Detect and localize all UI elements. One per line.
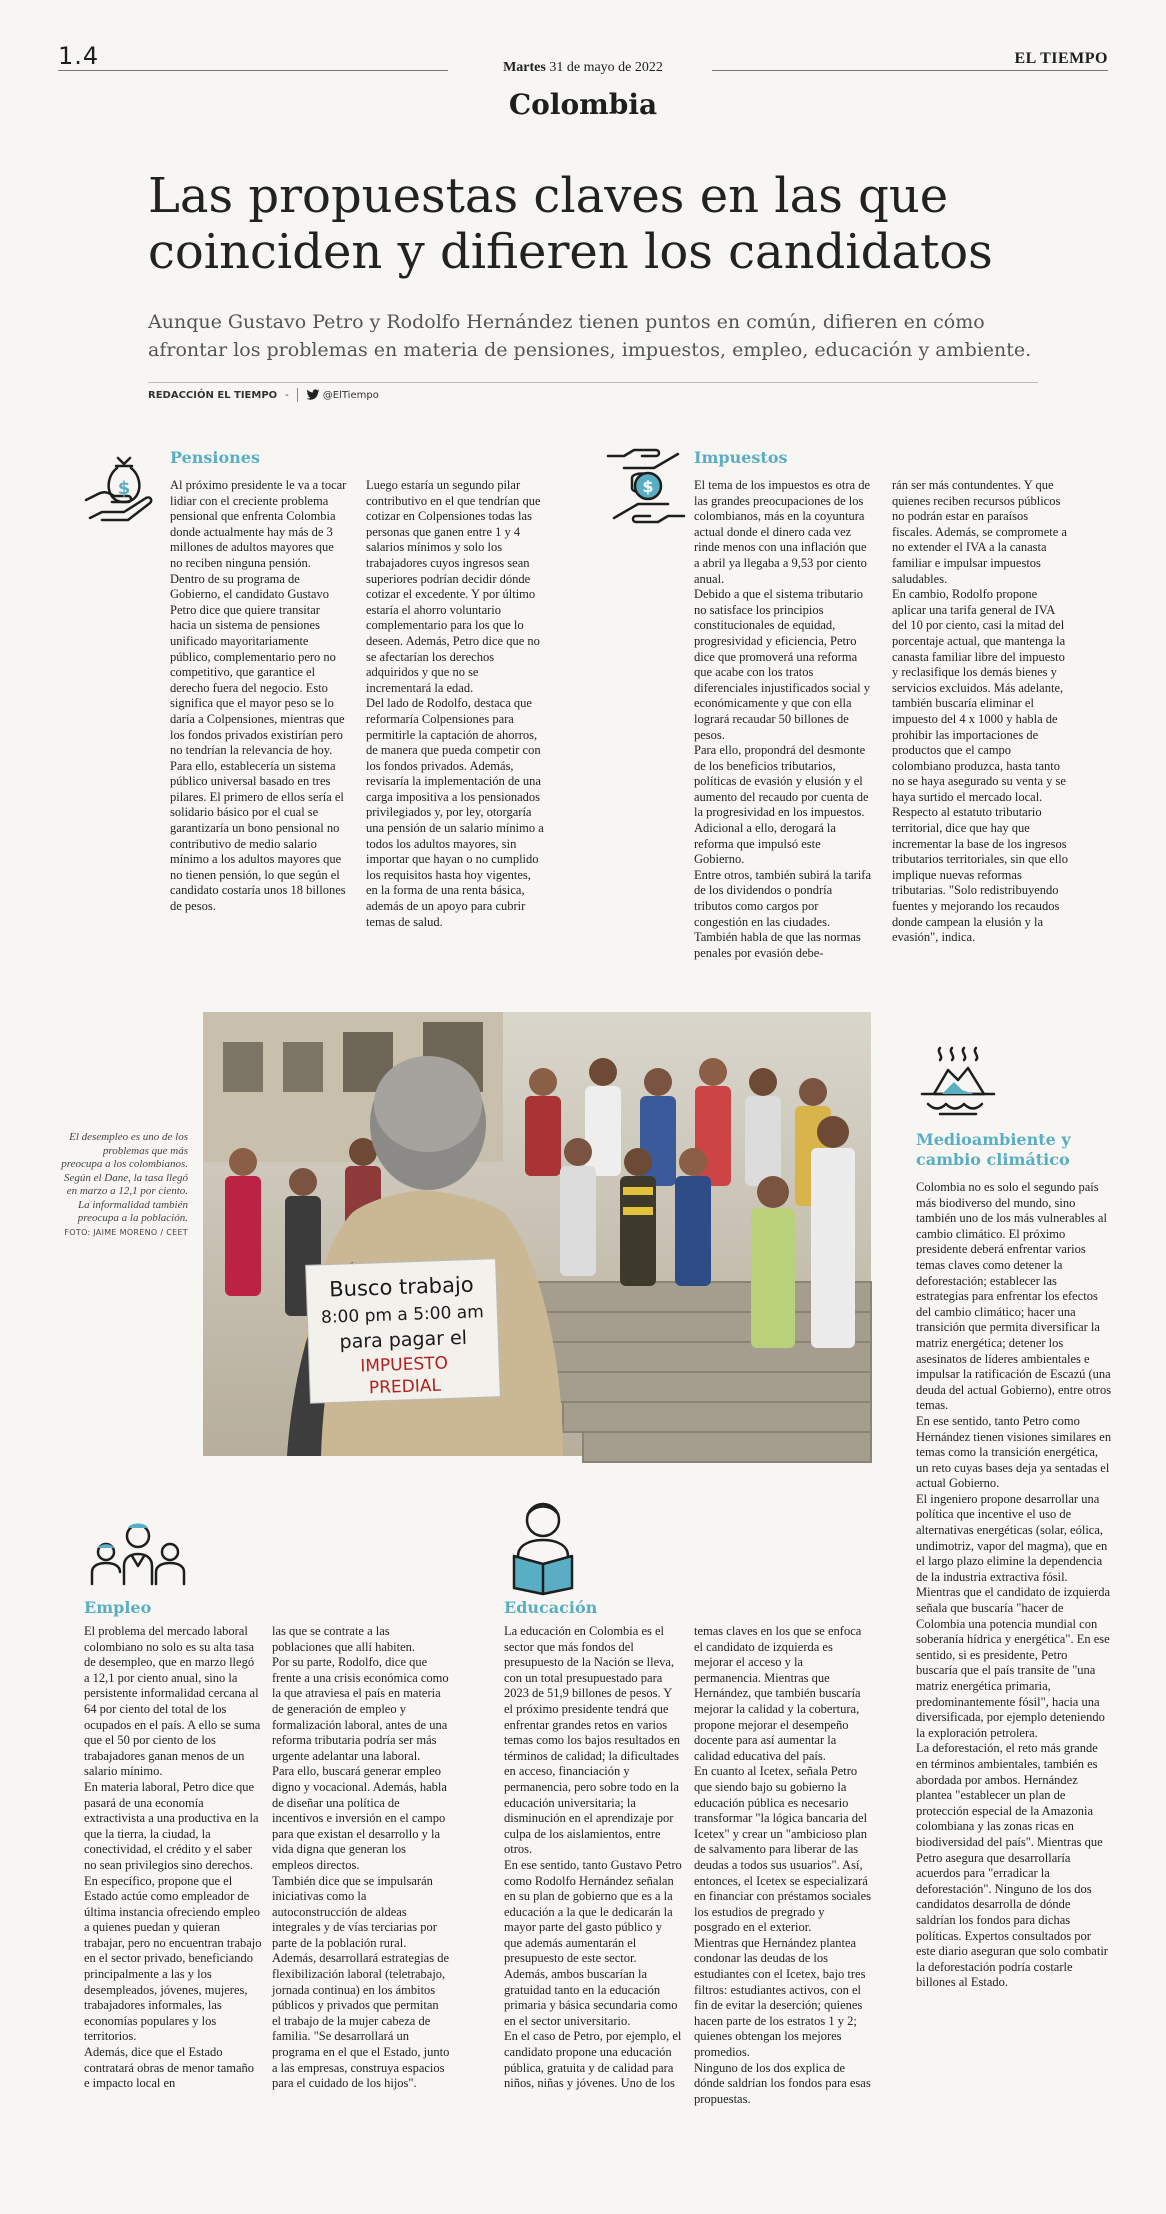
educacion-paragraph: Ninguno de los dos explica de dónde saldrían los fondos para esas propuestas.: [694, 2060, 871, 2106]
sign-line-1: Busco trabajo: [328, 1272, 474, 1302]
svg-text:$: $: [642, 477, 654, 496]
pensiones-paragraph: Dentro de su programa de Gobierno, el candidato Gustavo Petro dice que quiere transitar hacia un sistema de pensiones unificado mayoritariamente público, complementario pero no competitivo, que garantice el derecho fuera del negocio. Esto significa que el mayor peso se lo daría a Colpensiones, mientras que los fondos privados existirían pero no tendrían la relevancia de hoy.: [170, 571, 345, 758]
pensiones-paragraph: Luego estaría un segundo pilar contributivo en el que tendrían que cotizar en Colpensiones todas las personas que ganen entre 1 y 4 salarios mínimos y solo los trabajadores cuyos ingresos sean superiores podrían decidir dónde cotizar el excedente. Y por último estaría el ahorro voluntario complementario para los que lo deseen. Además, Petro dice que no se afectarían los derechos adquiridos y que no se incrementará la edad.: [366, 478, 541, 695]
issue-date-text: 31 de mayo de 2022: [549, 60, 663, 75]
educacion-paragraph: Mientras que Hernández plantea condonar las deudas de los estudiantes con el Icetex, bajo tres filtros: estudiantes activos, con el fin de evitar la deserción; quienes hacen parte de los estratos 1 y 2; quienes obtengan los mejores promedios.: [694, 1935, 866, 2060]
newspaper-brand: EL TIEMPO: [1014, 50, 1108, 67]
money-bag-hand-icon: [80, 448, 162, 530]
impuestos-paragraph: Debido a que el sistema tributario no satisface los principios constitucionales de equidad, progresividad y eficiencia, Petro dice que promoverá una reforma que acabe con los tratos diferenciales injustificados social y económicamente y que con ella logrará recaudar 50 billones de pesos.: [694, 587, 870, 742]
medioambiente-paragraph: La deforestación, el reto más grande en términos ambientales, también es abordada por ambos. Hernández plantea "establecer un plan de protección especial de la Amazonia colombiana y las zonas ricas en biodiversidad del país". Mientras que Petro asegura que desarrollaría acuerdos para "erradicar la deforestación". Ninguno de los dos candidatos desarrolla de dónde saldrían los fondos para dichas políticas. Expertos consultados por este diario aseguran que solo combatir la deforestación podría costarle billones al Estado.: [916, 1741, 1108, 1990]
sign-line-5: PREDIAL: [368, 1375, 442, 1399]
impuestos-paragraph: Entre otros, también subirá la tarifa de los dividendos o pondría tributos como cargos por congestión en las ciudades. También habla de que las normas penales por evasión debe-: [694, 867, 872, 960]
empleo-paragraph: las que se contrate a las poblaciones que allí habiten.: [272, 1624, 416, 1654]
issue-date: [0, 60, 1166, 76]
empleo-title: Empleo: [84, 1598, 152, 1617]
medioambiente-paragraph: En ese sentido, tanto Petro como Hernández tienen visiones similares en temas como la transición energética, un reto cuyas bases deja ya sentadas el actual Gobierno.: [916, 1413, 1112, 1491]
melting-iceberg-icon: [918, 1044, 998, 1120]
article-deck: Aunque Gustavo Petro y Rodolfo Hernández tienen puntos en común, difieren en cómo afrontar los problemas en materia de pensiones, impuestos, empleo, educación y ambiente.: [148, 311, 1032, 361]
empleo-paragraph: Además, dice que el Estado contratará obras de menor tamaño e impacto local en: [84, 2045, 255, 2091]
pensiones-column-1: [170, 478, 348, 970]
educacion-paragraph: En el caso de Petro, por ejemplo, el candidato propone una educación pública, gratuita y de calidad para niños, niñas y jóvenes. Uno de los: [504, 2029, 682, 2091]
impuestos-paragraph: El tema de los impuestos es otra de las grandes preocupaciones de los colombianos, más en la coyuntura actual donde el dinero cada vez rinde menos con una inflación que a abril ya llegaba a 9,53 por ciento anual.: [694, 478, 871, 586]
empleo-paragraph: Por su parte, Rodolfo, dice que frente a una crisis económica como la que atraviesa el país en materia de generación de empleo y formalización laboral, antes de una reforma tributaria podría ser más urgente adelantar una laboral.: [272, 1655, 449, 1763]
pensiones-title: Pensiones: [170, 448, 260, 467]
pensiones-column-2: [366, 478, 544, 970]
educacion-column-2: [694, 1624, 872, 2180]
twitter-bird-icon: [306, 389, 320, 401]
photo-credit-label: FOTO:: [64, 1227, 91, 1237]
sign-line-4: IMPUESTO: [359, 1353, 449, 1377]
page-number: 1.4: [58, 42, 100, 70]
byline-rule: [148, 382, 1038, 383]
article-headline: Las propuestas claves en las que coinciden y difieren los candidatos: [148, 168, 993, 280]
medioambiente-title: Medioambiente y cambio climático: [916, 1130, 1071, 1169]
empleo-paragraph: En materia laboral, Petro dice que pasará de una economía extractivista a una productiva en la que la tierra, la ciudad, la conectividad, el crédito y el saber no sean privilegios sino derechos. En específico, propone que el Estado actúe como empleador de última instancia ofreciendo empleo a quienes puedan y quieran trabajar, pero no encuentran trabajo en el sector privado, beneficiando principalmente a las y los desempleados, jóvenes, mujeres, trabajadores informales, las economías populares y los territorios.: [84, 1779, 262, 2044]
student-reading-icon: [506, 1498, 580, 1594]
section-title: Colombia: [508, 88, 658, 121]
empleo-paragraph: El problema del mercado laboral colombiano no solo es su alta tasa de desempleo, que en marzo llegó a 12,1 por ciento anual, sino la persistente informalidad cercana al 64 por ciento del total de los ocupados en el país. A ello se suma que el 50 por ciento de los trabajadores ganan menos de un salario mínimo.: [84, 1624, 261, 1779]
impuestos-paragraph: rán ser más contundentes. Y que quienes reciben recursos públicos no podrán estar en paraísos fiscales. Además, se compromete a no extender el IVA a la canasta familiar e impulsar impuestos saludables.: [892, 478, 1067, 586]
byline: REDACCIÓN EL TIEMPO - @ElTiempo: [148, 389, 379, 401]
svg-text:$: $: [117, 478, 131, 499]
impuestos-paragraph: En cambio, Rodolfo propone aplicar una tarifa general de IVA del 10 por ciento, casi la mitad del porcentaje actual, que mantenga la canasta familiar libre del impuesto y reclasifique los demás bienes y servicios excluidos. Más adelante, también buscaría eliminar el impuesto del 4 x 1000 y habla de prohibir las importaciones de productos que el campo colombiano produzca, hasta tanto no se haya asegurado su venta y se haya surtido el mercado local. Respecto al estatuto tributario territorial, dice que hay que incrementar la base de los ingresos tributarios territoriales, sin que ello implique nuevas reformas tributarias. "Solo redistribuyendo fuentes y mejorando los recaudos donde campean la elusión y la evasión", indica.: [892, 587, 1068, 945]
pensiones-paragraph: Para ello, establecería un sistema público universal basado en tres pilares. El primero de ellos sería el solidario básico por el cual se garantizaría un bono pensional no contributivo de medio salario mínimo a los adultos mayores que no tienen pensión, lo que según el candidato costaría unos 18 billones de pesos.: [170, 758, 346, 914]
protest-photo: [203, 1012, 871, 1456]
photo-caption: [60, 1131, 188, 1239]
medioambiente-paragraph: Colombia no es solo el segundo país más biodiverso del mundo, sino también uno de los más vulnerables al cambio climático. El próximo presidente deberá enfrentar varios temas claves como detener la deforestación; establecer las estrategias para enfrentar los efectos del cambio climático; hacer una transición que permita diversificar la matriz energética; detener los asesinatos de líderes ambientales e impulsar la ratificación de Escazú (una deuda del actual Gobierno), entre otros temas.: [916, 1180, 1112, 1413]
workers-group-icon: [88, 1518, 188, 1588]
educacion-paragraph: La educación en Colombia es el sector que más fondos del presupuesto de la Nación se lleva, con un total presupuestado para 2023 de 51,9 billones de pesos. Y el próximo presidente tendrá que enfrentar grandes retos en varios temas como los bajos resultados en términos de calidad; la dificultades en acceso, financiación y permanencia, pero sobre todo en la educación universitaria; la disminución en el aprendizaje por culpa de los aislamientos, entre otros.: [504, 1624, 681, 1857]
educacion-column-1: [504, 1624, 682, 2180]
byline-org: REDACCIÓN EL TIEMPO: [148, 389, 278, 401]
educacion-title: Educación: [504, 1598, 598, 1617]
empleo-paragraph: También dice que se impulsarán iniciativas como la autoconstrucción de aldeas integrales y de vías terciarias por parte de la población rural. Además, desarrollará estrategias de flexibilización laboral (teletrabajo, jornada continua) en los ámbitos públicos y privados que permitan el trabajo de la mujer cabeza de familia. "Se desarrollará un programa en el que el Estado, junto a las empresas, construya espacios para el cuidado de los hijos".: [272, 1873, 450, 2091]
byline-twitter[interactable]: [306, 389, 379, 401]
empleo-column-2: [272, 1624, 450, 2180]
photo-caption-text: El desempleo es uno de los problemas que más preocupa a los colombianos. Según el Dane, la tasa llegó en marzo a 12,1 por ciento. La informalidad también preocupa a la población.: [61, 1131, 188, 1224]
educacion-paragraph: temas claves en los que se enfoca el candidato de izquierda es mejorar el acceso y la permanencia. Mientras que Hernández, que también buscaría mejorar la calidad y la cobertura, propone mejorar el desempeño docente para así aumentar la calidad educativa del país.: [694, 1624, 862, 1763]
medioambiente-column: [916, 1180, 1112, 1990]
sign-line-3: para pagar el: [339, 1326, 468, 1354]
pensiones-paragraph: Al próximo presidente le va a tocar lidiar con el creciente problema pensional que enfrenta Colombia donde actualmente hay más de 3 millones de adultos mayores que no reciben ninguna pensión.: [170, 478, 347, 570]
issue-day: Martes: [503, 60, 546, 75]
byline-separator: [297, 388, 298, 402]
impuestos-paragraph: Para ello, propondrá del desmonte de los beneficios tributarios, políticas de evasión y elusión y el aumento del recaudo por cuenta de la progresividad en los impuestos. Adicional a ello, derogará la reforma que impulsó este Gobierno.: [694, 743, 869, 867]
protest-photo-illustration: [203, 1012, 871, 1456]
sign-line-2: 8:00 pm a 5:00 am: [320, 1302, 485, 1328]
impuestos-column-1: [694, 478, 872, 970]
empleo-column-1: [84, 1624, 262, 2180]
photo-credit: JAIME MORENO / CEET: [93, 1227, 188, 1237]
empleo-paragraph: Para ello, buscará generar empleo digno y vocacional. Además, habla de diseñar una política de incentivos e inversión en el campo para que existan el desarrollo y la vida digna que generan los empleos directos.: [272, 1764, 447, 1872]
medioambiente-paragraph: El ingeniero propone desarrollar una política que incentive el uso de alternativas energéticas (solar, eólica, undimotriz, vapor del magma), que en el largo plazo elimine la dependencia de la industria extractiva fósil. Mientras que el candidato de izquierda señala que buscaría "hacer de Colombia una potencia mundial con soberanía hídrica y energética". En ese sentido, si es presidente, Petro buscaría que el país transite de "una matriz energética primaria, predominantemente fósil", hacia una diversificada, por ejemplo deteniendo la exploración petrolera.: [916, 1491, 1111, 1740]
educacion-paragraph: En cuanto al Icetex, señala Petro que siendo bajo su gobierno la educación pública es necesario transformar "la lógica bancaria del Icetex" y crear un "ambicioso plan de salvamento para liberar de las deudas a todos sus usuarios". Así, entonces, el Icetex se especializará en financiar con préstamos sociales los estudios de pregrado y posgrado en el exterior.: [694, 1764, 872, 1935]
educacion-paragraph: En ese sentido, tanto Gustavo Petro como Rodolfo Hernández señalan en su plan de gobierno que es a la educación a la que le dedicarán la mayor parte del gasto público y que además aumentarán el presupuesto de este sector. Además, ambos buscarían la gratuidad tanto en la educación primaria y básica secundaria como en el sector universitario.: [504, 1857, 682, 2028]
coin-hands-icon: [604, 448, 688, 534]
impuestos-column-2: [892, 478, 1070, 970]
twitter-handle: @ElTiempo: [322, 389, 379, 401]
pensiones-paragraph: Del lado de Rodolfo, destaca que reformaría Colpensiones para permitirle la captación de ahorros, de manera que pueda competir con los fondos privados. Además, revisaría la implementación de una carga impositiva a los pensionados privilegiados y, por ley, otorgaría una pensión de un salario mínimo a todos los adultos mayores, sin importar que hayan o no cumplido los requisitos hasta hoy vigentes, en la forma de una renta básica, además de un apoyo para cubrir temas de salud.: [366, 696, 544, 929]
impuestos-title: Impuestos: [694, 448, 788, 467]
